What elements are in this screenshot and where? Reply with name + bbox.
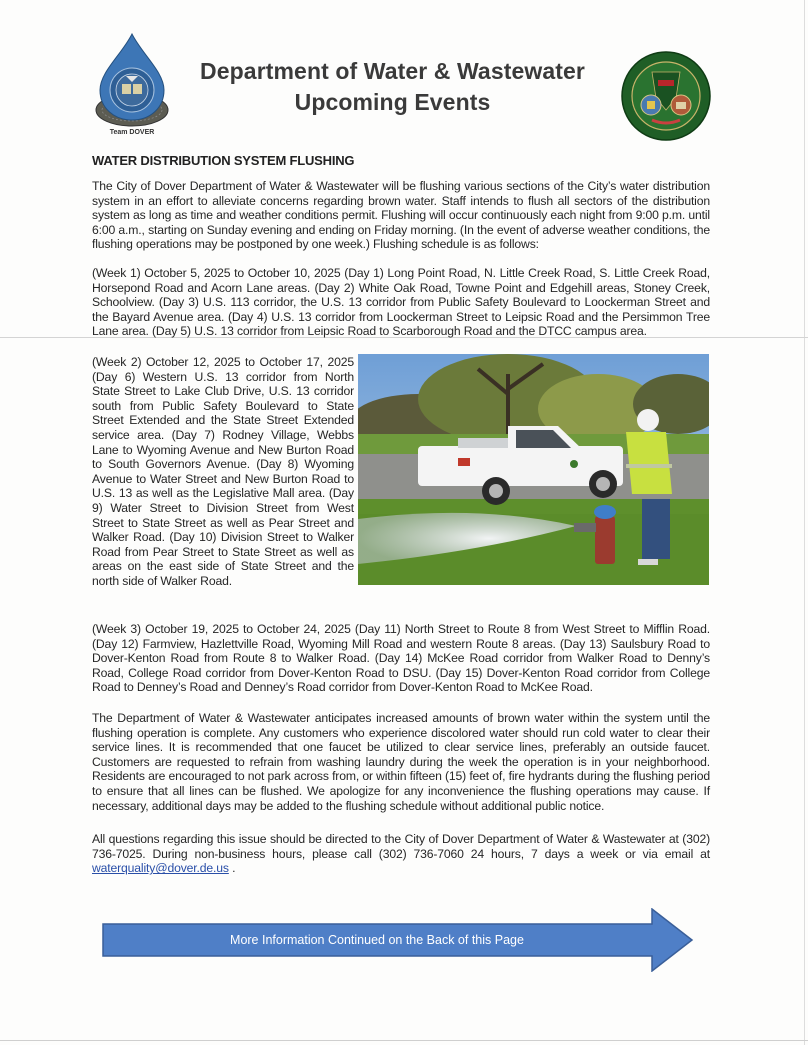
week2-schedule: (Week 2) October 12, 2025 to October 17, 2025 (Day 6) Western U.S. 13 corridor from North State Street to Lake Club Drive, U.S. 13 corridor south from Public Safety Boulevard to State Street Extended and the State Street Extended service area. (Day 7) Rodney Village, Webbs Lane to Wyoming Avenue and New Burton Road to South Governors Avenue. (Day 8) Wyoming Avenue to Water Street and New Burton Road to U.S. 13 as well as the Legislative Mall area. (Day 9) Water Street to Division Street from West Street to State Street as well as Pear Street and Walker Road. (Day 10) Division Street to Walker Road from Pear Street to State Street as well as areas on the east side of State Street and the north side of Walker Road. — [92, 355, 354, 588]
city-of-dover-seal-icon — [620, 50, 712, 142]
notice-paragraph: The Department of Water & Wastewater anticipates increased amounts of brown water within the system until the flushing operation is complete. Any customers who experience discolored water should run cold water to clear their service lines. It is recommended that one faucet be utilized to clear service lines, preferably an outside faucet. Customers are requested to refrain from washing laundry during the week the operation is in your neighborhood. Residents are encouraged to not park across from, or within fifteen (15) feet of, fire hydrants during the flushing period to ensure that all lines can be flushed. We apologize for any inconvenience the flushing operations may cause. If necessary, additional days may be added to the flushing schedule without additional public notice. — [92, 711, 710, 813]
hydrant-flushing-photo — [358, 354, 709, 585]
section-heading: WATER DISTRIBUTION SYSTEM FLUSHING — [92, 153, 355, 168]
continued-on-back-arrow — [102, 908, 694, 972]
contact-paragraph — [92, 832, 710, 876]
continued-label: More Information Continued on the Back of this Page — [230, 933, 524, 947]
page-edge — [0, 1040, 808, 1041]
contact-suffix: . — [228, 861, 236, 876]
title-line-2: Upcoming Events — [294, 89, 491, 115]
logo-caption: Team DOVER — [109, 129, 155, 136]
intro-paragraph: The City of Dover Department of Water & Wastewater will be flushing various sections of the City’s water distribution system in an effort to alleviate concerns regarding brown water. Staff intends to flush all sectors of the distribution system as long as time and weather conditions permit. Flushing will occur continuously each night from 9:00 p.m. until 6:00 a.m., starting on Sunday evening and ending on Friday morning. (In the event of adverse weather conditions, the flushing operations may be postponed by one week.) Flushing schedule is as follows: — [92, 179, 710, 252]
week1-schedule: (Week 1) October 5, 2025 to October 10, 2025 (Day 1) Long Point Road, N. Little Creek Road, S. Little Creek Road, Horsepond Road and Acorn Lane areas. (Day 2) White Oak Road, Towne Point and Edgehill areas, Stoney Creek, Schoolview. (Day 3) U.S. 113 corridor, the U.S. 13 corridor from Public Safety Boulevard to Loockerman Street and the Bayard Avenue area. (Day 4) U.S. 13 corridor from Loockerman Street to Leipsic Road and the Persimmon Tree Lane area. (Day 5) U.S. 13 corridor from Leipsic Road to Scarborough Road and the DTCC campus area. — [92, 266, 710, 339]
contact-text: All questions regarding this issue should be directed to the City of Dover Department of Water & Wastewater at (302) 736-7025. During non-business hours, please call (302) 736-7060 24 hours, 7 days a week or via email at — [92, 832, 710, 861]
page-edge — [804, 0, 805, 1045]
page-title — [180, 56, 605, 118]
title-line-1: Department of Water & Wastewater — [200, 58, 585, 84]
email-link[interactable]: waterquality@dover.de.us — [92, 861, 229, 876]
week3-schedule: (Week 3) October 19, 2025 to October 24, 2025 (Day 11) North Street to Route 8 from West Street to Mifflin Road. (Day 12) Farmview, Hazlettville Road, Wyoming Mill Road and western Route 8 areas. (Day 13) Saulsbury Road to Dover-Kenton Road from Route 8 to Walker Road. (Day 14) McKee Road corridor from Walker Road to Denny’s Road, College Road corridor from Dover-Kenton Road to DSU. (Day 15) Dover-Kenton Road corridor from College Road to Denney’s Road and Denney’s Road corridor from Dover-Kenton Road to McKee Road. — [92, 622, 710, 695]
water-drop-seal-icon — [92, 32, 172, 142]
